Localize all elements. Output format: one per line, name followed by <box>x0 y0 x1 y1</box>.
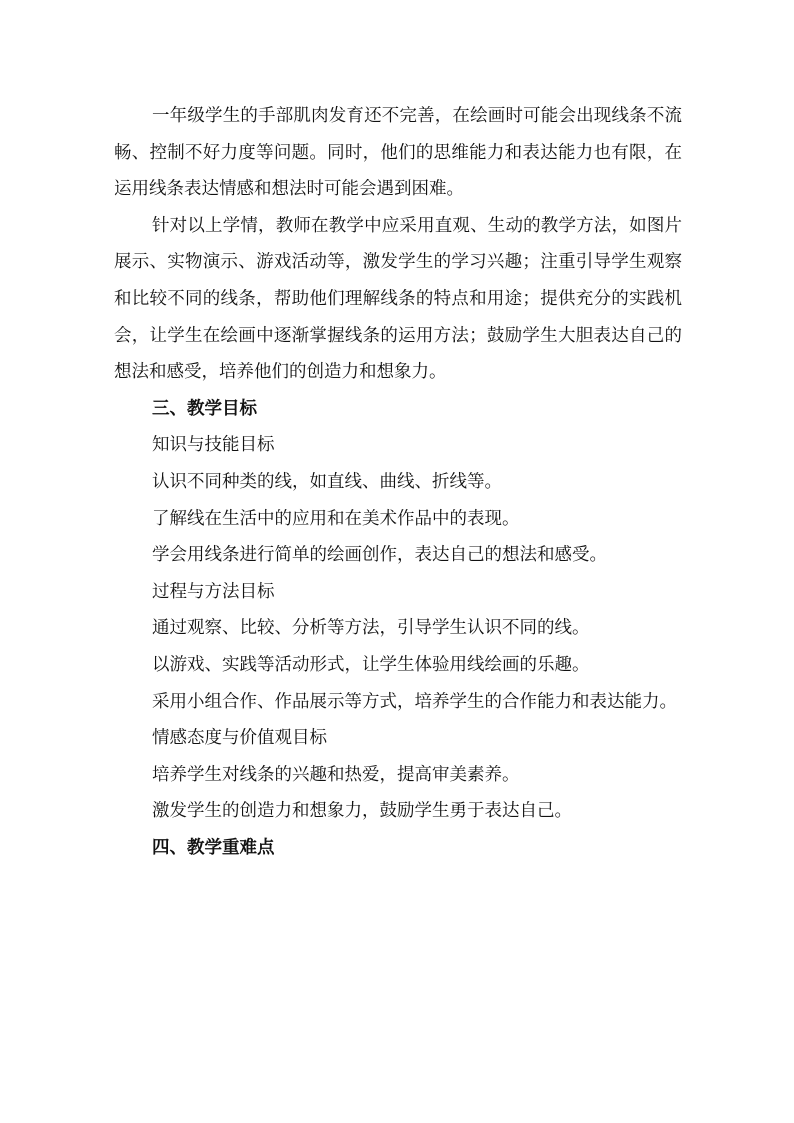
document-page <box>114 98 682 866</box>
section-heading-teaching-goals: 三、教学目标 <box>152 398 257 419</box>
subheading-knowledge-skills: 知识与技能目标 <box>152 435 275 456</box>
section-heading-key-difficulties: 四、教学重难点 <box>152 837 275 858</box>
goal-item: 认识不同种类的线，如直线、曲线、折线等。 <box>152 471 502 492</box>
paragraph-student-analysis: 一年级学生的手部肌肉发育还不完善，在绘画时可能会出现线条不流畅、控制不好力度等问题。同时，他们的思维能力和表达能力也有限，在运用线条表达情感和想法时可能会遇到困难。 <box>114 106 682 200</box>
goal-item: 以游戏、实践等活动形式，让学生体验用线绘画的乐趣。 <box>152 654 590 675</box>
goal-item: 了解线在生活中的应用和在美术作品中的表现。 <box>152 508 520 529</box>
goal-item: 学会用线条进行简单的绘画创作，表达自己的想法和感受。 <box>152 545 607 566</box>
paragraph-teaching-strategy: 针对以上学情，教师在教学中应采用直观、生动的教学方法，如图片展示、实物演示、游戏活动等，激发学生的学习兴趣；注重引导学生观察和比较不同的线条，帮助他们理解线条的特点和用途；提供充分的实践机会，让学生在绘画中逐渐掌握线条的运用方法；鼓励学生大胆表达自己的想法和感受，培养他们的创造力和想象力。 <box>114 215 682 383</box>
subheading-emotion-values: 情感态度与价值观目标 <box>152 728 327 749</box>
goal-item: 采用小组合作、作品展示等方式，培养学生的合作能力和表达能力。 <box>152 691 677 712</box>
goal-item: 激发学生的创造力和想象力，鼓励学生勇于表达自己。 <box>152 801 572 822</box>
goal-item: 培养学生对线条的兴趣和热爱，提高审美素养。 <box>152 764 520 785</box>
goal-item: 通过观察、比较、分析等方法，引导学生认识不同的线。 <box>152 618 590 639</box>
subheading-process-methods: 过程与方法目标 <box>152 581 275 602</box>
